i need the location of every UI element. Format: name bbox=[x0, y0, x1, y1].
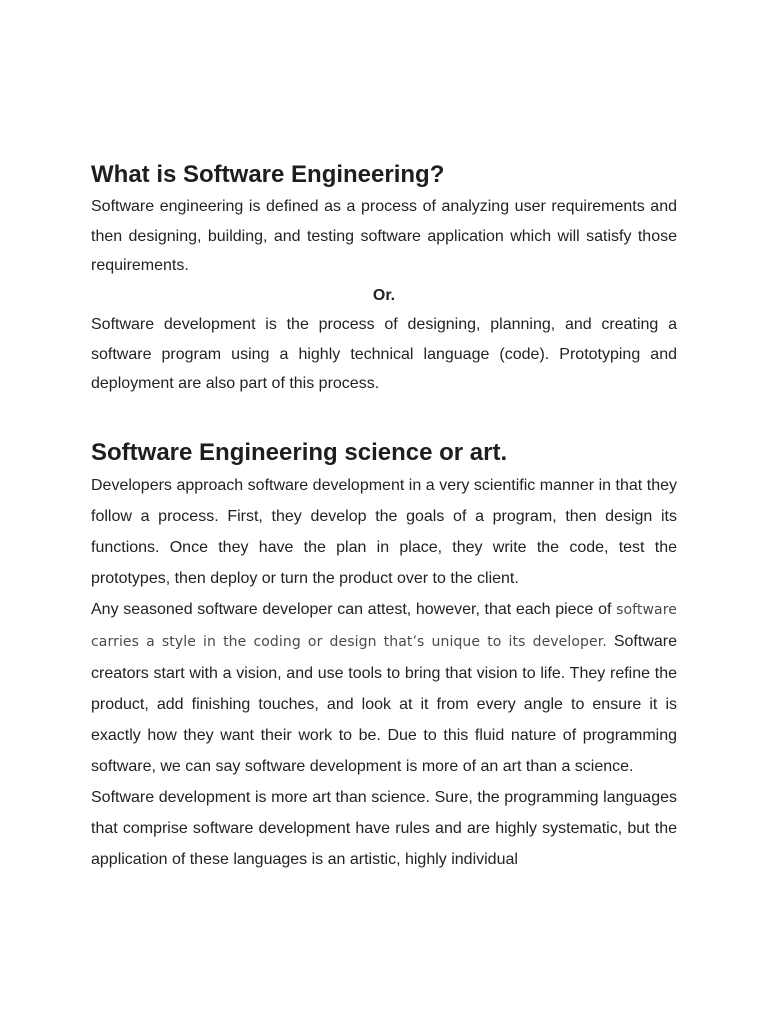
artistic-style-rest: Software creators start with a vision, and use tools to bring that vision to life. They refine the product, add finishing touches, and look at it from every angle to ensure it is exactly how they want their work to be. Due to this fluid nature of programming software, we can say software development is more of an art than a science. bbox=[91, 632, 677, 775]
section-heading-science-or-art: Software Engineering science or art. bbox=[91, 438, 508, 466]
section-what-is-software-engineering bbox=[91, 160, 677, 399]
or-separator: Or. bbox=[372, 286, 396, 304]
definition-paragraph: Software engineering is defined as a process of analyzing user requirements and then designing, building, and testing software application which will satisfy those requirements. bbox=[91, 198, 677, 274]
artistic-style-line-1: Any seasoned software developer can attest, however, that each piece of bbox=[91, 600, 612, 618]
art-vs-science-paragraph: Software development is more art than science. Sure, the programming languages that comprise software development have rules and are highly systematic, but the application of these languages is an artistic, highly individual bbox=[91, 788, 677, 868]
document-page bbox=[91, 160, 677, 875]
section-heading-what-is: What is Software Engineering? bbox=[91, 161, 445, 188]
artistic-style-line-2: software carries a style in the coding or design that’s unique to its developer. bbox=[91, 601, 677, 650]
section-science-or-art bbox=[91, 438, 677, 875]
artistic-style-paragraph bbox=[91, 594, 677, 782]
scientific-approach-paragraph: Developers approach software development in a very scientific manner in that they follow a process. First, they develop the goals of a program, then design its functions. Once they have the plan in place, they write the code, test the prototypes, then deploy or turn the product over to the client. bbox=[91, 476, 677, 587]
alternate-definition-paragraph: Software development is the process of designing, planning, and creating a software program using a highly technical language (code). Prototyping and deployment are also part of this process. bbox=[91, 316, 677, 392]
